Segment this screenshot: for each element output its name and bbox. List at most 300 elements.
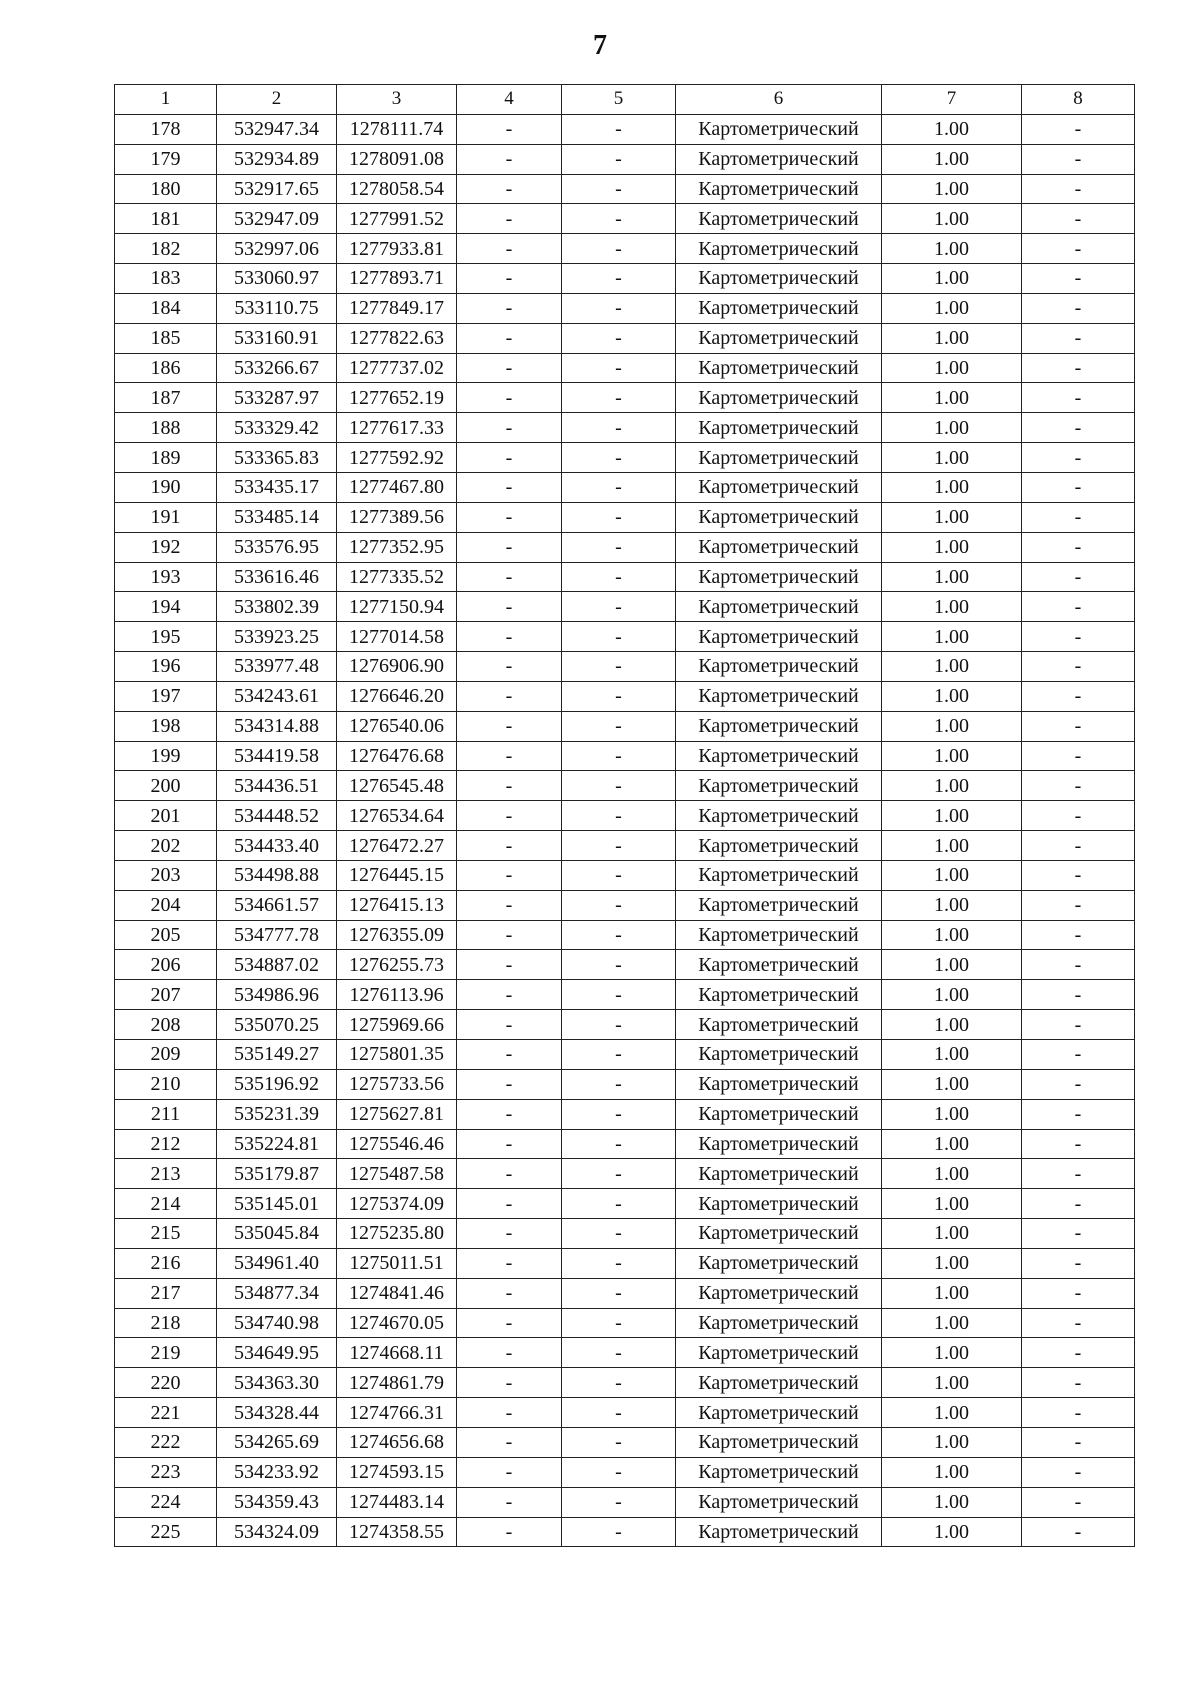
cell-col-8: - bbox=[1022, 1010, 1135, 1040]
cell-col-4: - bbox=[457, 1457, 562, 1487]
table-row bbox=[115, 413, 1135, 443]
cell-col-5: - bbox=[562, 980, 676, 1010]
cell-col-8: - bbox=[1022, 1219, 1135, 1249]
cell-col-5: - bbox=[562, 1069, 676, 1099]
cell-coord-x: 534448.52 bbox=[217, 801, 337, 831]
cell-col-8: - bbox=[1022, 652, 1135, 682]
table-row bbox=[115, 532, 1135, 562]
cell-coord-x: 534363.30 bbox=[217, 1368, 337, 1398]
cell-method: Картометрический bbox=[676, 472, 882, 502]
cell-accuracy: 1.00 bbox=[882, 1368, 1022, 1398]
cell-point-number: 200 bbox=[115, 771, 217, 801]
cell-method: Картометрический bbox=[676, 1487, 882, 1517]
cell-point-number: 189 bbox=[115, 443, 217, 473]
cell-coord-y: 1277991.52 bbox=[337, 204, 457, 234]
cell-accuracy: 1.00 bbox=[882, 622, 1022, 652]
table-row bbox=[115, 831, 1135, 861]
cell-point-number: 195 bbox=[115, 622, 217, 652]
cell-point-number: 183 bbox=[115, 264, 217, 294]
cell-method: Картометрический bbox=[676, 771, 882, 801]
cell-coord-x: 532917.65 bbox=[217, 174, 337, 204]
table-row bbox=[115, 383, 1135, 413]
cell-point-number: 192 bbox=[115, 532, 217, 562]
cell-coord-x: 533060.97 bbox=[217, 264, 337, 294]
cell-method: Картометрический bbox=[676, 293, 882, 323]
cell-col-4: - bbox=[457, 443, 562, 473]
table-row bbox=[115, 1368, 1135, 1398]
cell-coord-x: 534887.02 bbox=[217, 950, 337, 980]
cell-point-number: 212 bbox=[115, 1129, 217, 1159]
cell-method: Картометрический bbox=[676, 1040, 882, 1070]
cell-accuracy: 1.00 bbox=[882, 771, 1022, 801]
cell-col-8: - bbox=[1022, 144, 1135, 174]
cell-col-4: - bbox=[457, 174, 562, 204]
cell-col-8: - bbox=[1022, 592, 1135, 622]
cell-point-number: 191 bbox=[115, 502, 217, 532]
cell-col-4: - bbox=[457, 1219, 562, 1249]
cell-col-5: - bbox=[562, 741, 676, 771]
cell-coord-x: 533485.14 bbox=[217, 502, 337, 532]
cell-point-number: 220 bbox=[115, 1368, 217, 1398]
cell-col-5: - bbox=[562, 1099, 676, 1129]
cell-accuracy: 1.00 bbox=[882, 323, 1022, 353]
cell-method: Картометрический bbox=[676, 652, 882, 682]
table-row bbox=[115, 353, 1135, 383]
table-row bbox=[115, 890, 1135, 920]
cell-coord-y: 1274358.55 bbox=[337, 1517, 457, 1547]
cell-method: Картометрический bbox=[676, 592, 882, 622]
cell-coord-y: 1276534.64 bbox=[337, 801, 457, 831]
cell-accuracy: 1.00 bbox=[882, 1517, 1022, 1547]
cell-col-4: - bbox=[457, 1398, 562, 1428]
cell-coord-x: 534961.40 bbox=[217, 1248, 337, 1278]
page-number: 7 bbox=[593, 30, 607, 61]
cell-col-4: - bbox=[457, 592, 562, 622]
cell-accuracy: 1.00 bbox=[882, 1189, 1022, 1219]
cell-method: Картометрический bbox=[676, 831, 882, 861]
cell-point-number: 215 bbox=[115, 1219, 217, 1249]
cell-coord-y: 1275374.09 bbox=[337, 1189, 457, 1219]
table-row bbox=[115, 950, 1135, 980]
cell-method: Картометрический bbox=[676, 1398, 882, 1428]
cell-coord-y: 1274593.15 bbox=[337, 1457, 457, 1487]
cell-col-8: - bbox=[1022, 1308, 1135, 1338]
cell-coord-y: 1276540.06 bbox=[337, 711, 457, 741]
cell-coord-x: 533365.83 bbox=[217, 443, 337, 473]
cell-coord-y: 1278091.08 bbox=[337, 144, 457, 174]
column-header-3: 3 bbox=[337, 85, 457, 115]
cell-point-number: 217 bbox=[115, 1278, 217, 1308]
cell-point-number: 184 bbox=[115, 293, 217, 323]
cell-accuracy: 1.00 bbox=[882, 980, 1022, 1010]
cell-coord-y: 1276545.48 bbox=[337, 771, 457, 801]
cell-accuracy: 1.00 bbox=[882, 353, 1022, 383]
cell-col-5: - bbox=[562, 1457, 676, 1487]
cell-coord-x: 535145.01 bbox=[217, 1189, 337, 1219]
cell-accuracy: 1.00 bbox=[882, 264, 1022, 294]
cell-col-5: - bbox=[562, 652, 676, 682]
cell-coord-y: 1275235.80 bbox=[337, 1219, 457, 1249]
cell-method: Картометрический bbox=[676, 711, 882, 741]
cell-col-5: - bbox=[562, 920, 676, 950]
cell-accuracy: 1.00 bbox=[882, 443, 1022, 473]
cell-col-5: - bbox=[562, 443, 676, 473]
cell-coord-x: 534243.61 bbox=[217, 681, 337, 711]
cell-point-number: 209 bbox=[115, 1040, 217, 1070]
cell-method: Картометрический bbox=[676, 323, 882, 353]
cell-col-8: - bbox=[1022, 831, 1135, 861]
table-row bbox=[115, 1427, 1135, 1457]
cell-coord-x: 535070.25 bbox=[217, 1010, 337, 1040]
cell-coord-y: 1274670.05 bbox=[337, 1308, 457, 1338]
cell-point-number: 180 bbox=[115, 174, 217, 204]
cell-coord-y: 1276646.20 bbox=[337, 681, 457, 711]
cell-method: Картометрический bbox=[676, 1129, 882, 1159]
cell-col-4: - bbox=[457, 1040, 562, 1070]
cell-col-4: - bbox=[457, 890, 562, 920]
cell-coord-y: 1278111.74 bbox=[337, 114, 457, 144]
cell-point-number: 203 bbox=[115, 860, 217, 890]
column-header-1: 1 bbox=[115, 85, 217, 115]
column-header-5: 5 bbox=[562, 85, 676, 115]
cell-coord-x: 534877.34 bbox=[217, 1278, 337, 1308]
cell-col-5: - bbox=[562, 174, 676, 204]
cell-point-number: 198 bbox=[115, 711, 217, 741]
cell-method: Картометрический bbox=[676, 383, 882, 413]
cell-method: Картометрический bbox=[676, 1457, 882, 1487]
cell-point-number: 214 bbox=[115, 1189, 217, 1219]
cell-method: Картометрический bbox=[676, 1159, 882, 1189]
cell-col-5: - bbox=[562, 323, 676, 353]
cell-coord-y: 1277467.80 bbox=[337, 472, 457, 502]
cell-col-8: - bbox=[1022, 472, 1135, 502]
cell-col-5: - bbox=[562, 383, 676, 413]
table-row bbox=[115, 741, 1135, 771]
cell-col-8: - bbox=[1022, 1248, 1135, 1278]
cell-accuracy: 1.00 bbox=[882, 144, 1022, 174]
table-row bbox=[115, 1069, 1135, 1099]
cell-coord-y: 1275487.58 bbox=[337, 1159, 457, 1189]
cell-col-8: - bbox=[1022, 622, 1135, 652]
cell-accuracy: 1.00 bbox=[882, 1248, 1022, 1278]
cell-method: Картометрический bbox=[676, 1248, 882, 1278]
cell-coord-x: 534328.44 bbox=[217, 1398, 337, 1428]
coordinates-table bbox=[114, 84, 1135, 1547]
table-row bbox=[115, 1159, 1135, 1189]
table-row bbox=[115, 1487, 1135, 1517]
cell-coord-y: 1276415.13 bbox=[337, 890, 457, 920]
cell-col-8: - bbox=[1022, 1040, 1135, 1070]
cell-col-8: - bbox=[1022, 264, 1135, 294]
cell-col-8: - bbox=[1022, 1487, 1135, 1517]
table-row bbox=[115, 1278, 1135, 1308]
cell-coord-y: 1275733.56 bbox=[337, 1069, 457, 1099]
cell-col-4: - bbox=[457, 144, 562, 174]
table-row bbox=[115, 801, 1135, 831]
cell-col-5: - bbox=[562, 1487, 676, 1517]
cell-col-8: - bbox=[1022, 323, 1135, 353]
cell-col-5: - bbox=[562, 1248, 676, 1278]
cell-point-number: 190 bbox=[115, 472, 217, 502]
cell-method: Картометрический bbox=[676, 741, 882, 771]
table-body bbox=[115, 114, 1135, 1547]
cell-coord-y: 1274861.79 bbox=[337, 1368, 457, 1398]
cell-coord-y: 1277592.92 bbox=[337, 443, 457, 473]
cell-col-8: - bbox=[1022, 383, 1135, 413]
cell-col-4: - bbox=[457, 1368, 562, 1398]
table-row bbox=[115, 771, 1135, 801]
cell-point-number: 204 bbox=[115, 890, 217, 920]
table-row bbox=[115, 652, 1135, 682]
cell-point-number: 199 bbox=[115, 741, 217, 771]
cell-col-8: - bbox=[1022, 1398, 1135, 1428]
cell-point-number: 224 bbox=[115, 1487, 217, 1517]
cell-accuracy: 1.00 bbox=[882, 1069, 1022, 1099]
table-row bbox=[115, 980, 1135, 1010]
cell-method: Картометрический bbox=[676, 502, 882, 532]
cell-col-5: - bbox=[562, 1189, 676, 1219]
cell-col-4: - bbox=[457, 1517, 562, 1547]
cell-col-5: - bbox=[562, 413, 676, 443]
cell-col-8: - bbox=[1022, 1517, 1135, 1547]
cell-point-number: 178 bbox=[115, 114, 217, 144]
cell-method: Картометрический bbox=[676, 174, 882, 204]
cell-col-4: - bbox=[457, 741, 562, 771]
cell-point-number: 193 bbox=[115, 562, 217, 592]
cell-col-5: - bbox=[562, 472, 676, 502]
cell-accuracy: 1.00 bbox=[882, 681, 1022, 711]
cell-col-8: - bbox=[1022, 293, 1135, 323]
cell-point-number: 225 bbox=[115, 1517, 217, 1547]
cell-coord-y: 1274483.14 bbox=[337, 1487, 457, 1517]
cell-col-8: - bbox=[1022, 204, 1135, 234]
cell-point-number: 194 bbox=[115, 592, 217, 622]
cell-col-8: - bbox=[1022, 771, 1135, 801]
cell-col-8: - bbox=[1022, 741, 1135, 771]
cell-method: Картометрический bbox=[676, 234, 882, 264]
cell-accuracy: 1.00 bbox=[882, 1278, 1022, 1308]
cell-col-4: - bbox=[457, 562, 562, 592]
cell-coord-y: 1277737.02 bbox=[337, 353, 457, 383]
cell-col-8: - bbox=[1022, 711, 1135, 741]
cell-method: Картометрический bbox=[676, 920, 882, 950]
cell-accuracy: 1.00 bbox=[882, 1159, 1022, 1189]
cell-method: Картометрический bbox=[676, 1010, 882, 1040]
column-header-8: 8 bbox=[1022, 85, 1135, 115]
table-row bbox=[115, 1398, 1135, 1428]
table-row bbox=[115, 920, 1135, 950]
cell-col-4: - bbox=[457, 353, 562, 383]
cell-col-4: - bbox=[457, 502, 562, 532]
cell-coord-y: 1278058.54 bbox=[337, 174, 457, 204]
cell-coord-x: 534649.95 bbox=[217, 1338, 337, 1368]
cell-col-4: - bbox=[457, 1099, 562, 1129]
cell-coord-x: 534324.09 bbox=[217, 1517, 337, 1547]
cell-col-4: - bbox=[457, 980, 562, 1010]
cell-method: Картометрический bbox=[676, 681, 882, 711]
cell-col-4: - bbox=[457, 114, 562, 144]
cell-method: Картометрический bbox=[676, 950, 882, 980]
cell-accuracy: 1.00 bbox=[882, 1129, 1022, 1159]
cell-col-8: - bbox=[1022, 681, 1135, 711]
cell-method: Картометрический bbox=[676, 890, 882, 920]
cell-col-8: - bbox=[1022, 562, 1135, 592]
cell-col-4: - bbox=[457, 1278, 562, 1308]
cell-coord-x: 535149.27 bbox=[217, 1040, 337, 1070]
cell-method: Картометрический bbox=[676, 1099, 882, 1129]
cell-accuracy: 1.00 bbox=[882, 472, 1022, 502]
cell-method: Картометрический bbox=[676, 144, 882, 174]
table-row bbox=[115, 1248, 1135, 1278]
cell-col-4: - bbox=[457, 293, 562, 323]
cell-col-5: - bbox=[562, 562, 676, 592]
cell-point-number: 197 bbox=[115, 681, 217, 711]
cell-col-8: - bbox=[1022, 1278, 1135, 1308]
cell-coord-x: 534433.40 bbox=[217, 831, 337, 861]
cell-point-number: 205 bbox=[115, 920, 217, 950]
cell-col-5: - bbox=[562, 234, 676, 264]
cell-col-8: - bbox=[1022, 890, 1135, 920]
cell-point-number: 179 bbox=[115, 144, 217, 174]
cell-method: Картометрический bbox=[676, 204, 882, 234]
cell-point-number: 188 bbox=[115, 413, 217, 443]
cell-col-4: - bbox=[457, 413, 562, 443]
cell-method: Картометрический bbox=[676, 1338, 882, 1368]
cell-col-5: - bbox=[562, 831, 676, 861]
cell-accuracy: 1.00 bbox=[882, 1338, 1022, 1368]
cell-point-number: 182 bbox=[115, 234, 217, 264]
cell-point-number: 216 bbox=[115, 1248, 217, 1278]
cell-col-8: - bbox=[1022, 1159, 1135, 1189]
cell-coord-x: 534233.92 bbox=[217, 1457, 337, 1487]
cell-col-8: - bbox=[1022, 1069, 1135, 1099]
cell-col-5: - bbox=[562, 1338, 676, 1368]
cell-col-5: - bbox=[562, 1129, 676, 1159]
table-row bbox=[115, 293, 1135, 323]
cell-col-4: - bbox=[457, 1427, 562, 1457]
cell-accuracy: 1.00 bbox=[882, 592, 1022, 622]
cell-point-number: 208 bbox=[115, 1010, 217, 1040]
cell-col-5: - bbox=[562, 1398, 676, 1428]
cell-accuracy: 1.00 bbox=[882, 293, 1022, 323]
table-row bbox=[115, 711, 1135, 741]
cell-coord-x: 533977.48 bbox=[217, 652, 337, 682]
cell-col-8: - bbox=[1022, 980, 1135, 1010]
cell-col-8: - bbox=[1022, 1457, 1135, 1487]
cell-col-5: - bbox=[562, 204, 676, 234]
cell-coord-x: 532947.34 bbox=[217, 114, 337, 144]
cell-col-5: - bbox=[562, 681, 676, 711]
cell-col-5: - bbox=[562, 1368, 676, 1398]
cell-coord-y: 1275011.51 bbox=[337, 1248, 457, 1278]
cell-coord-y: 1277617.33 bbox=[337, 413, 457, 443]
cell-col-4: - bbox=[457, 1338, 562, 1368]
cell-method: Картометрический bbox=[676, 860, 882, 890]
table-row bbox=[115, 1099, 1135, 1129]
cell-coord-x: 534777.78 bbox=[217, 920, 337, 950]
cell-accuracy: 1.00 bbox=[882, 174, 1022, 204]
cell-coord-y: 1277933.81 bbox=[337, 234, 457, 264]
cell-coord-y: 1277352.95 bbox=[337, 532, 457, 562]
cell-coord-y: 1276355.09 bbox=[337, 920, 457, 950]
cell-coord-y: 1274656.68 bbox=[337, 1427, 457, 1457]
cell-col-5: - bbox=[562, 1010, 676, 1040]
cell-point-number: 201 bbox=[115, 801, 217, 831]
header-row bbox=[115, 85, 1135, 115]
cell-col-4: - bbox=[457, 801, 562, 831]
cell-col-8: - bbox=[1022, 443, 1135, 473]
cell-accuracy: 1.00 bbox=[882, 1457, 1022, 1487]
cell-col-5: - bbox=[562, 860, 676, 890]
cell-coord-x: 532934.89 bbox=[217, 144, 337, 174]
cell-coord-y: 1277849.17 bbox=[337, 293, 457, 323]
cell-accuracy: 1.00 bbox=[882, 920, 1022, 950]
cell-coord-y: 1276906.90 bbox=[337, 652, 457, 682]
cell-col-8: - bbox=[1022, 950, 1135, 980]
cell-coord-x: 533576.95 bbox=[217, 532, 337, 562]
cell-coord-x: 533923.25 bbox=[217, 622, 337, 652]
table-row bbox=[115, 1457, 1135, 1487]
cell-col-4: - bbox=[457, 950, 562, 980]
table-row bbox=[115, 472, 1135, 502]
cell-coord-y: 1275801.35 bbox=[337, 1040, 457, 1070]
cell-col-4: - bbox=[457, 264, 562, 294]
cell-col-5: - bbox=[562, 264, 676, 294]
cell-coord-x: 534498.88 bbox=[217, 860, 337, 890]
cell-coord-y: 1274766.31 bbox=[337, 1398, 457, 1428]
cell-method: Картометрический bbox=[676, 532, 882, 562]
cell-col-8: - bbox=[1022, 860, 1135, 890]
cell-coord-x: 533266.67 bbox=[217, 353, 337, 383]
cell-col-5: - bbox=[562, 353, 676, 383]
cell-coord-y: 1276113.96 bbox=[337, 980, 457, 1010]
cell-coord-x: 535224.81 bbox=[217, 1129, 337, 1159]
cell-coord-y: 1277014.58 bbox=[337, 622, 457, 652]
cell-col-4: - bbox=[457, 681, 562, 711]
cell-accuracy: 1.00 bbox=[882, 950, 1022, 980]
cell-accuracy: 1.00 bbox=[882, 1010, 1022, 1040]
cell-point-number: 187 bbox=[115, 383, 217, 413]
cell-col-4: - bbox=[457, 920, 562, 950]
cell-accuracy: 1.00 bbox=[882, 652, 1022, 682]
cell-point-number: 219 bbox=[115, 1338, 217, 1368]
table-row bbox=[115, 264, 1135, 294]
cell-col-4: - bbox=[457, 532, 562, 562]
table-row bbox=[115, 592, 1135, 622]
table-row bbox=[115, 234, 1135, 264]
cell-col-8: - bbox=[1022, 1189, 1135, 1219]
cell-method: Картометрический bbox=[676, 801, 882, 831]
cell-method: Картометрический bbox=[676, 264, 882, 294]
cell-col-5: - bbox=[562, 890, 676, 920]
cell-col-5: - bbox=[562, 144, 676, 174]
table-row bbox=[115, 622, 1135, 652]
cell-coord-x: 533329.42 bbox=[217, 413, 337, 443]
cell-col-8: - bbox=[1022, 1368, 1135, 1398]
cell-point-number: 185 bbox=[115, 323, 217, 353]
cell-method: Картометрический bbox=[676, 1308, 882, 1338]
cell-point-number: 223 bbox=[115, 1457, 217, 1487]
table-row bbox=[115, 174, 1135, 204]
cell-col-8: - bbox=[1022, 1099, 1135, 1129]
cell-coord-x: 533802.39 bbox=[217, 592, 337, 622]
cell-col-4: - bbox=[457, 652, 562, 682]
cell-col-5: - bbox=[562, 1427, 676, 1457]
cell-accuracy: 1.00 bbox=[882, 1040, 1022, 1070]
cell-coord-y: 1277893.71 bbox=[337, 264, 457, 294]
cell-accuracy: 1.00 bbox=[882, 890, 1022, 920]
cell-coord-y: 1277389.56 bbox=[337, 502, 457, 532]
